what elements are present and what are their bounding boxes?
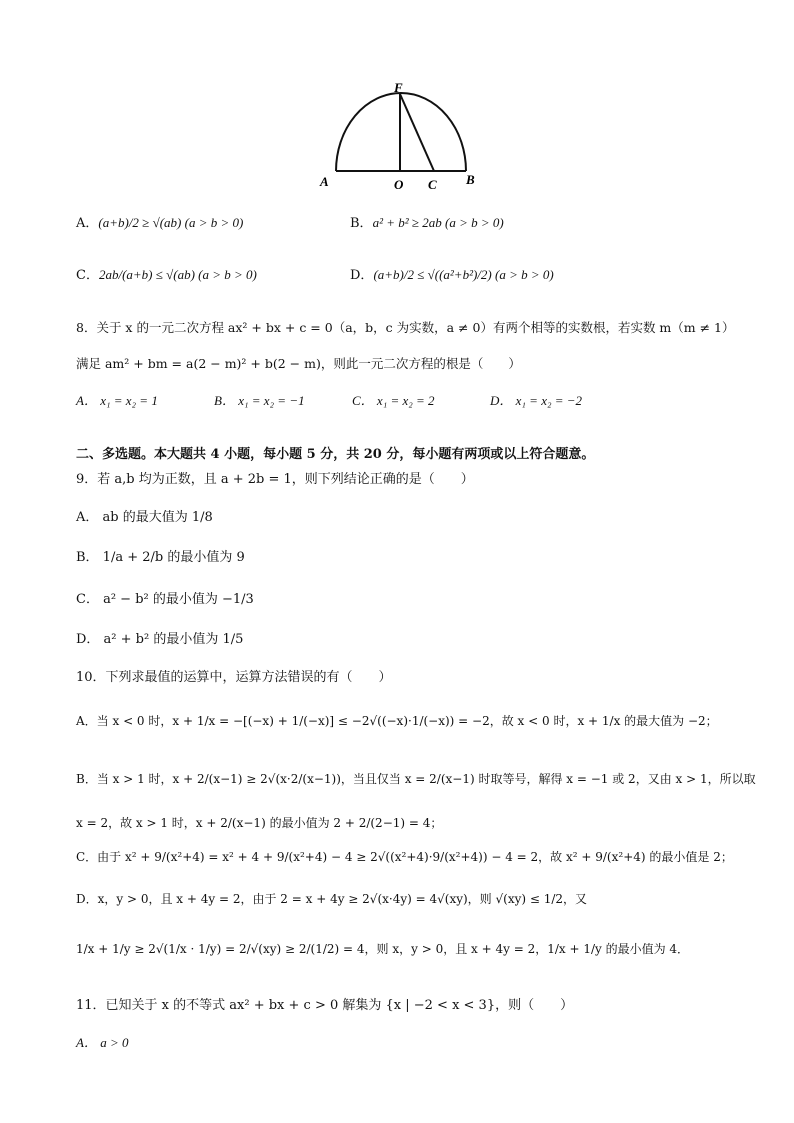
q11-stem: 11．已知关于 x 的不等式 ax² + bx + c > 0 解集为 {x | −2 < x < 3}，则（ ） [76, 998, 574, 1013]
label-b: B [466, 172, 475, 187]
q8-stem-line1: 8．关于 x 的一元二次方程 ax² + bx + c = 0（a，b，c 为实数，a ≠ 0）有两个相等的实数根，若实数 m（m ≠ 1） [76, 320, 735, 335]
q10-option-d-line1: D．x，y > 0，且 x + 4y = 2，由于 2 = x + 4y ≥ 2√(x·4y) = 4√(xy)，则 √(xy) ≤ 1/2，又 [76, 892, 588, 906]
q7-option-d: D．(a+b)/2 ≤ √((a²+b²)/2) (a > b > 0) [350, 267, 554, 283]
label-o: O [394, 177, 404, 192]
label-f: F [394, 80, 403, 95]
q9-stem: 9．若 a,b 均为正数，且 a + 2b = 1，则下列结论正确的是（ ） [76, 472, 474, 487]
q9-option-d: D． a² + b² 的最小值为 1/5 [76, 632, 244, 647]
q7-option-a: A．(a+b)/2 ≥ √(ab) (a > b > 0) [76, 215, 244, 231]
segment-fc [400, 94, 434, 171]
q8-option-c: C． x₁ = x₂ = 2 [352, 393, 435, 408]
q10-stem: 10．下列求最值的运算中，运算方法错误的有（ ） [76, 670, 392, 685]
q9-option-a: A． ab 的最大值为 1/8 [76, 510, 213, 525]
q8-option-b: B． x₁ = x₂ = −1 [214, 393, 305, 408]
label-c: C [428, 177, 437, 192]
q11-option-a: A． a > 0 [76, 1035, 129, 1050]
semicircle-figure [310, 78, 490, 193]
label-a: A [320, 174, 329, 189]
q9-option-c: C． a² − b² 的最小值为 −1/3 [76, 592, 254, 607]
q8-option-d: D． x₁ = x₂ = −2 [490, 393, 583, 408]
q8-stem-line2: 满足 am² + bm = a(2 − m)² + b(2 − m)，则此一元二次方程的根是（ ） [76, 356, 521, 371]
q8-option-a: A． x₁ = x₂ = 1 [76, 393, 158, 408]
q10-option-d-line2: 1/x + 1/y ≥ 2√(1/x · 1/y) = 2/√(xy) ≥ 2/(1/2) = 4，则 x，y > 0，且 x + 4y = 2，1/x + 1/y 的最小值为 4． [76, 942, 690, 956]
q10-option-a: A．当 x < 0 时，x + 1/x = −[(−x) + 1/(−x)] ≤ −2√((−x)·1/(−x)) = −2，故 x < 0 时，x + 1/x 的最大值为 −2； [76, 714, 718, 728]
q7-option-b: B．a² + b² ≥ 2ab (a > b > 0) [350, 215, 504, 231]
q10-option-b-line2: x = 2，故 x > 1 时，x + 2/(x−1) 的最小值为 2 + 2/(2−1) = 4； [76, 816, 443, 830]
q7-option-c: C．2ab/(a+b) ≤ √(ab) (a > b > 0) [76, 267, 257, 283]
section-2-header: 二、多选题。本大题共 4 小题，每小题 5 分，共 20 分，每小题有两项或以上符合题意。 [76, 447, 595, 462]
q9-option-b: B． 1/a + 2/b 的最小值为 9 [76, 550, 245, 565]
q10-option-b-line1: B．当 x > 1 时，x + 2/(x−1) ≥ 2√(x·2/(x−1))，当且仅当 x = 2/(x−1) 时取等号，解得 x = −1 或 2，又由 x > 1，所以取 [76, 772, 756, 786]
q10-option-c: C．由于 x² + 9/(x²+4) = x² + 4 + 9/(x²+4) − 4 ≥ 2√((x²+4)·9/(x²+4)) − 4 = 2，故 x² + 9/(x²+4) 的最小值是 2； [76, 850, 733, 864]
